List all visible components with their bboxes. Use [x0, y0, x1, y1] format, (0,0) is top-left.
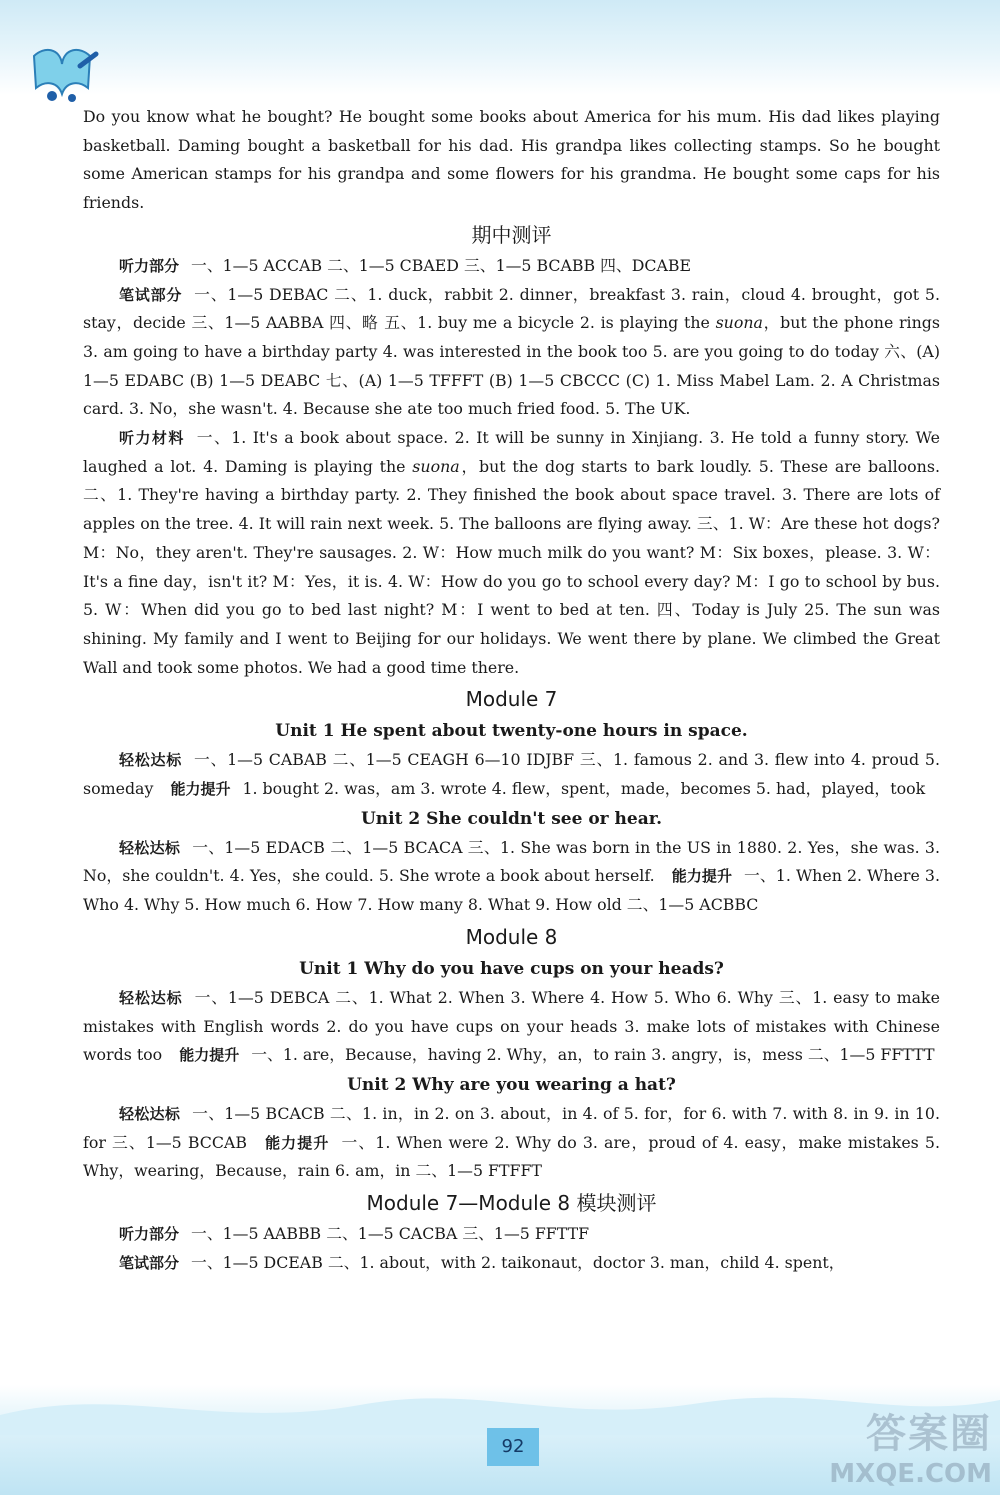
module7-unit2-text-b: 一、1. When 2. Where 3. Who 4. Why 5. How much 6. How 7. How many 8. What 9. How old 二、1—5 ACBBC	[83, 866, 940, 915]
midterm-listening-text: 一、1—5 ACCAB 二、1—5 CBAED 三、1—5 BCABB 四、DCABE	[191, 255, 692, 275]
module8-title: Module 8	[465, 924, 558, 949]
module7-unit2-label-a: 轻松达标	[119, 838, 181, 857]
midterm-material	[83, 424, 940, 682]
book-logo-icon	[22, 36, 102, 106]
module7-unit2-answers	[83, 834, 940, 920]
midterm-written-label: 笔试部分	[119, 285, 183, 304]
module-test-listening	[83, 1220, 940, 1249]
module7-unit2-label-b: 能力提升	[671, 867, 733, 886]
module8-unit1-label-a: 轻松达标	[119, 988, 183, 1007]
module-test-written-label: 笔试部分	[119, 1253, 180, 1272]
module8-unit2-answers	[83, 1100, 940, 1186]
module7-unit1-title: Unit 1 He spent about twenty-one hours in space.	[275, 721, 748, 742]
midterm-written-em: suona	[715, 313, 763, 333]
midterm-written	[83, 281, 940, 425]
module7-unit1-text-a: 一、1—5 CABAB 二、1—5 CEAGH 6—10 IDJBF 三、1. famous 2. and 3. flew into 4. proud 5. someday	[83, 750, 940, 799]
module7-unit1-text-b: 1. bought 2. was，am 3. wrote 4. flew，spent，made，becomes 5. had，played，took	[242, 779, 926, 799]
midterm-written-text-a: 一、1—5 DEBAC 二、1. duck，rabbit 2. dinner，breakfast 3. rain，cloud 4. brought，got 5. stay，decide 三、1—5 AABBA 四、略 五、1. buy me a bicycle 2. is playing the	[83, 284, 940, 333]
top-decorative-band	[0, 0, 1000, 95]
module7-title: Module 7	[465, 687, 558, 712]
module8-unit2-title: Unit 2 Why are you wearing a hat?	[347, 1074, 676, 1095]
module-test-title: Module 7—Module 8 模块测评	[366, 1191, 657, 1216]
watermark-url: MXQE.COM	[829, 1459, 992, 1489]
module7-unit2-title: Unit 2 She couldn't see or hear.	[360, 808, 663, 829]
midterm-material-text-a: 一、1. It's a book about space. 2. It will be sunny in Xinjiang. 3. He told a funny story. We laughed a lot. 4. Daming is playing the	[83, 428, 940, 476]
module8-unit2-text-a: 一、1—5 BCACB 二、1. in，in 2. on 3. about，in 4. of 5. for，for 6. with 7. with 8. in 9. in 10. for 三、1—5 BCCAB	[83, 1103, 940, 1152]
answer-content	[83, 103, 940, 1278]
module8-unit2-label-a: 轻松达标	[119, 1104, 181, 1123]
module8-unit1-text-a: 一、1—5 DEBCA 二、1. What 2. When 3. Where 4. How 5. Who 6. Why 三、1. easy to make mistakes with English words 2. do you have cups on your heads 3. make lots of mistakes with Chinese words too	[83, 987, 940, 1065]
midterm-title: 期中测评	[471, 222, 552, 247]
watermark	[829, 1402, 992, 1489]
midterm-listening-label: 听力部分	[119, 256, 180, 275]
module7-unit2-text-a: 一、1—5 EDACB 二、1—5 BCACA 三、1. She was born in the US in 1880. 2. Yes，she was. 3. No，she couldn't. 4. Yes，she could. 5. She wrote a book about herself.	[83, 837, 940, 886]
module-test-listening-label: 听力部分	[119, 1225, 180, 1244]
module8-unit1-title: Unit 1 Why do you have cups on your heads?	[299, 958, 724, 979]
module7-unit1-label-b: 能力提升	[170, 780, 231, 799]
module7-unit1-answers	[83, 746, 940, 803]
module8-unit1-answers	[83, 984, 940, 1070]
midterm-material-text-b: ，but the dog starts to bark loudly. 5. These are balloons. 二、1. They're having a birthday party. 2. They finished the book about space travel. 3. There are lots of apples on the tree. 4. It will rain next week. 5. The balloons are flying away. 三、1. W：Are these hot dogs? M：No，they aren't. They're sausages. 2. W：How much milk do you want? M：Six boxes，please. 3. W：It's a fine day，isn't it? M：Yes，it is. 4. W：How do you go to school every day? M：I go to school by bus. 5. W：When did you go to bed last night? M：I went to bed at ten. 四、Today is July 25. The sun was shining. My family and I went to Beijing for our holidays. We went there by plane. We climbed the Great Wall and took some photos. We had a good time there.	[83, 456, 940, 677]
watermark-cn: 答案圈	[866, 1411, 992, 1457]
module-test-written	[83, 1249, 940, 1278]
module8-unit2-text-b: 一、1. When were 2. Why do 3. are，proud of 4. easy，make mistakes 5. Why，wearing，Because，rain 6. am，in 二、1—5 FTFFT	[83, 1132, 940, 1181]
intro-paragraph: Do you know what he bought? He bought some books about America for his mum. His dad likes playing basketball. Daming bought a basketball for his dad. His grandpa likes collecting stamps. So he bought some American stamps for his grandpa and some flowers for his grandma. He bought some caps for his friends.	[83, 107, 940, 213]
page-number: 92	[487, 1428, 539, 1466]
module-test-written-text: 一、1—5 DCEAB 二、1. about，with 2. taikonaut，doctor 3. man，child 4. spent，	[191, 1252, 845, 1272]
midterm-material-em: suona	[412, 456, 460, 476]
module8-unit1-text-b: 一、1. are，Because，having 2. Why，an，to rain 3. angry，is，mess 二、1—5 FFTTT	[251, 1045, 935, 1065]
module7-unit1-label-a: 轻松达标	[119, 751, 182, 770]
midterm-listening	[83, 252, 940, 281]
module8-unit1-label-b: 能力提升	[179, 1046, 240, 1065]
module-test-listening-text: 一、1—5 AABBB 二、1—5 CACBA 三、1—5 FFTTF	[191, 1224, 590, 1244]
midterm-material-label: 听力材料	[119, 429, 185, 448]
module8-unit2-label-b: 能力提升	[265, 1133, 330, 1152]
midterm-written-text-b: ，but the phone rings 3. am going to have a birthday party 4. was interested in the book too 5. are you going to do today 六、(A) 1—5 EDABC (B) 1—5 DEABC 七、(A) 1—5 TFFFT (B) 1—5 CBCCC (C) 1. Miss Mabel Lam. 2. A Christmas card. 3. No，she wasn't. 4. Because she ate too much fried food. 5. The UK.	[83, 313, 940, 419]
